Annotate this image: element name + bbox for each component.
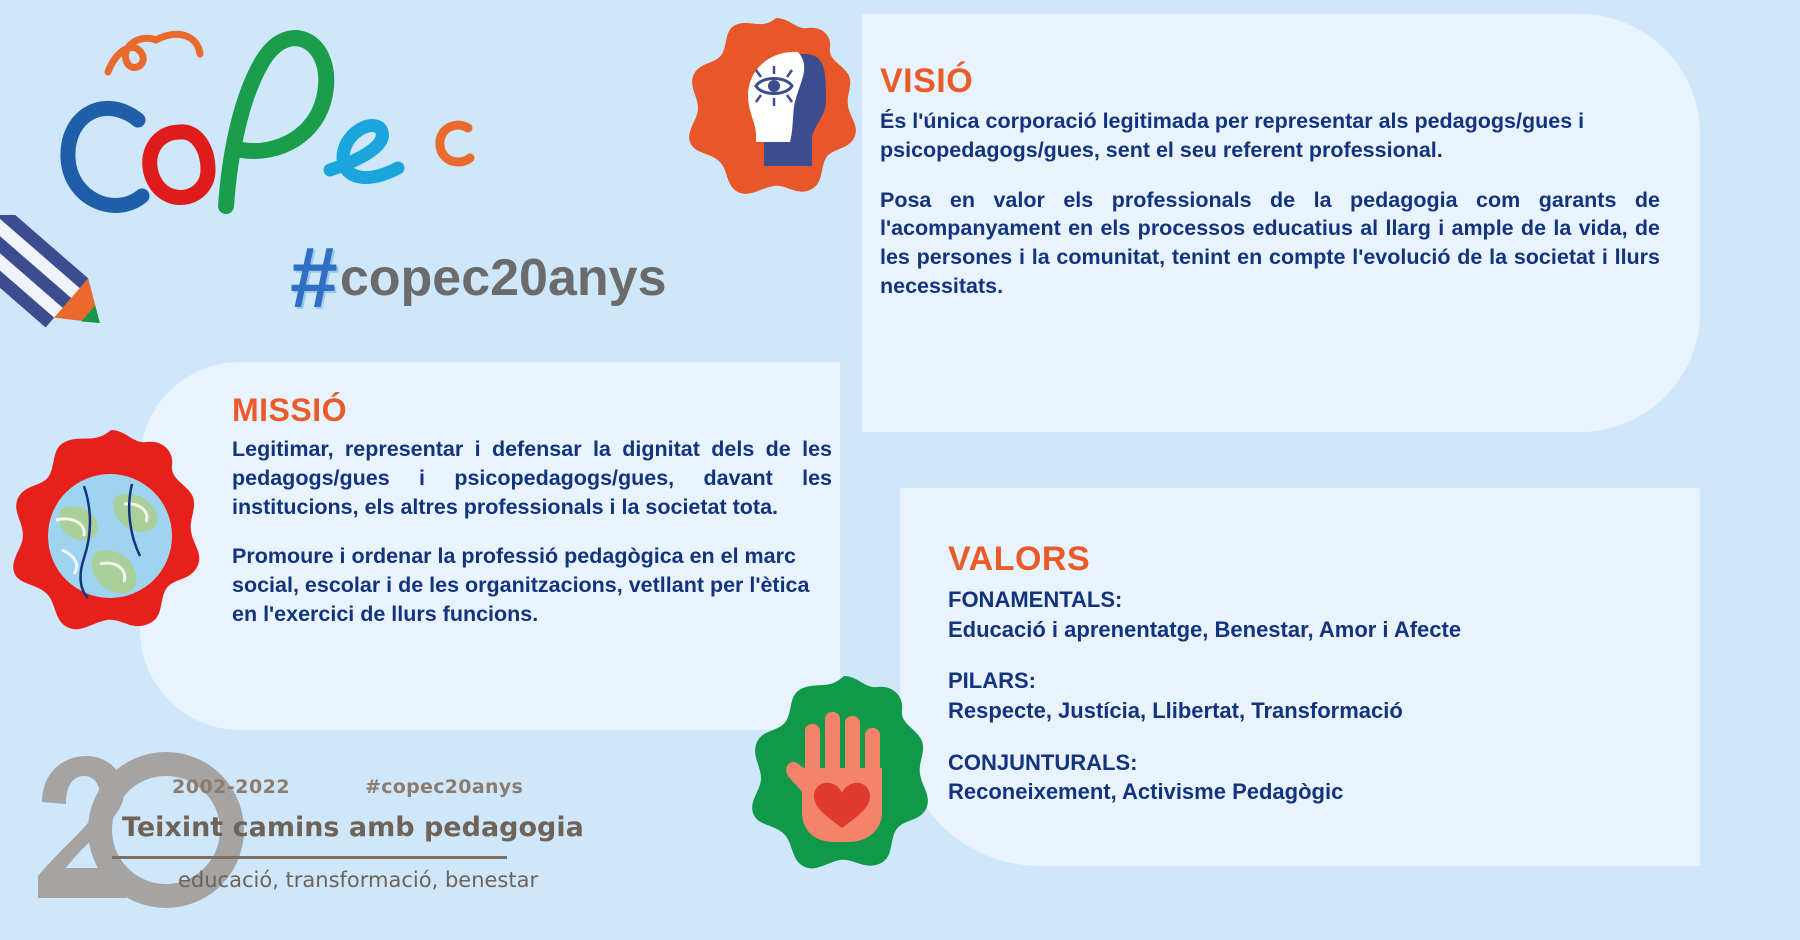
mission-content (232, 392, 832, 629)
mission-paragraph-1: Legitimar, representar i defensar la dignitat dels de les pedagogs/gues i psicopedagogs/gues, davant les institucions, els altres professionals i la societat tota. (232, 437, 832, 519)
values-content (948, 540, 1668, 807)
vision-paragraph-2: Posa en valor els professionals de la pedagogia com garants de l'acompanyament en els processos educatius al llarg i ample de la vida, de les persones i la comunitat, tenint en compte l'evolució de la societat i llurs necessitats. (880, 187, 1660, 298)
copec-logo (30, 10, 570, 260)
values-group-label: FONAMENTALS: (948, 587, 1123, 612)
values-title: VALORS (948, 540, 1091, 578)
values-group-label: CONJUNTURALS: (948, 749, 1138, 775)
values-group-label: PILARS: (948, 668, 1036, 694)
vision-content (880, 62, 1660, 301)
mission-paragraph-2: Promoure i ordenar la professió pedagògica en el marc social, escolar i de les organitzacions, vetllant per l'ètica en l'exercici de llurs funcions. (232, 544, 810, 626)
anniversary-subtitle: educació, transformació, benestar (178, 868, 539, 892)
hand-heart-icon (748, 672, 940, 872)
values-group-pilars (948, 666, 1668, 725)
values-group-items: Respecte, Justícia, Llibertat, Transformació (948, 698, 1403, 724)
values-group-items: Educació i aprenentatge, Benestar, Amor i Afecte (948, 616, 1462, 642)
anniversary-divider (112, 856, 507, 859)
anniversary-hashtag: #copec20anys (365, 776, 524, 798)
vision-title: VISIÓ (880, 62, 974, 100)
brain-head-eye-icon (686, 14, 866, 202)
anniversary-tagline: Teixint camins amb pedagogia (122, 812, 584, 843)
values-group-fonamentals (948, 585, 1668, 644)
anniversary-years: 2002-2022 (172, 776, 291, 798)
globe-icon (0, 424, 222, 650)
values-group-conjunturals (948, 748, 1668, 807)
hashtag-block (290, 230, 667, 326)
mission-title: MISSIÓ (232, 392, 348, 428)
values-group-items: Reconeixement, Activisme Pedagògic (948, 779, 1344, 805)
vision-paragraph-1: És l'única corporació legitimada per representar als pedagogs/gues i psicopedagogs/gues, sent el seu referent professional. (880, 109, 1585, 162)
hash-symbol: # (290, 230, 334, 326)
hashtag-label: copec20anys (339, 249, 667, 307)
